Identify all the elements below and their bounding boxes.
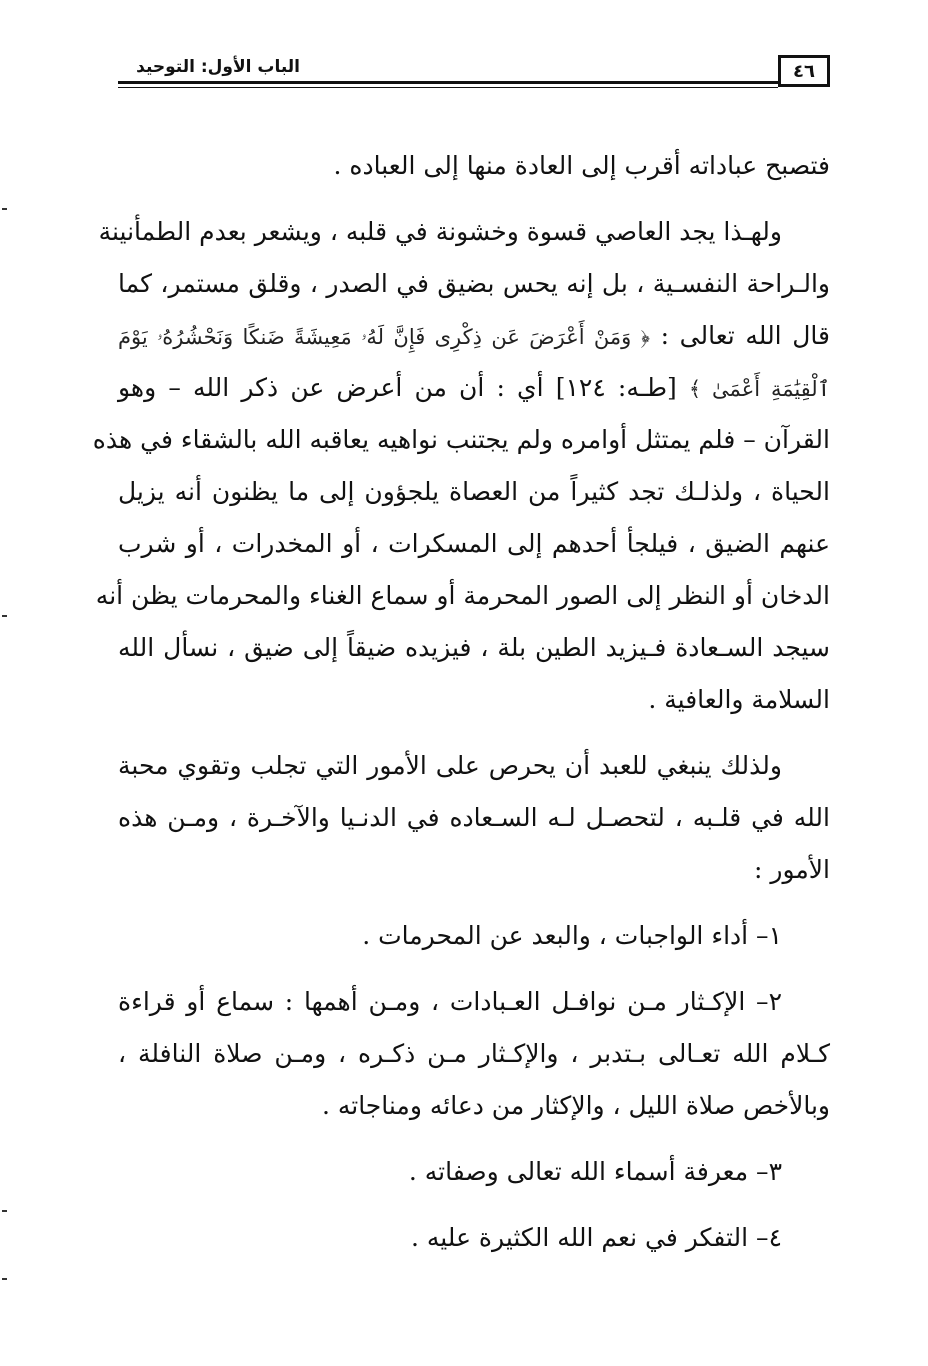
text-line: ٤– التفكر في نعم الله الكثيرة عليه . [410,1223,782,1252]
text-line: عنهم الضيق ، فيلجأ أحدهم إلى المسكرات ، أو المخدرات ، أو شرب [118,529,830,558]
chapter-title: الباب الأول: التوحيد [136,57,300,77]
text-line: السلامة والعافية . [648,685,830,714]
quran-verse: ﴿ وَمَنْ أَعْرَضَ عَن ذِكْرِى فَإِنَّ لَهُۥ مَعِيشَةً ضَنكًا وَنَحْشُرُهُۥ يَوْمَ [118,325,650,349]
margin-mark [2,1278,7,1280]
text-line: ١– أداء الواجبات ، والبعد عن المحرمات . [362,921,782,950]
text-line: ولذلك ينبغي للعبد أن يحرص على الأمور التي تجلب وتقوي محبة [118,751,782,780]
margin-mark [2,615,7,617]
text-line: الله في قلـبه ، لتحصـل لـه السـعاده في الدنـيا والآخـرة ، ومـن هذه [118,803,830,832]
list-item [118,910,830,962]
page-body [92,140,831,1264]
quran-verse: ٱلْقِيَٰمَةِ أَعْمَىٰ ﴾ [688,377,831,401]
header-rule-thin [118,87,778,88]
paragraph-3 [118,740,830,896]
page-number: ٤٦ [778,55,830,87]
list-item [118,1146,830,1198]
text-fragment: [طـه: ١٢٤] أي : أن من أعرض عن ذكر الله – وهو [118,373,677,402]
text-line: القرآن – فلم يمتثل أوامره ولم يجتنب نواهيه يعاقبه الله بالشقاء في هذه [92,425,830,454]
text-line: كـلام الله تعـالى بـتدبر ، والإكـثار مـن ذكـره ، ومـن صلاة النافلة ، [118,1039,830,1068]
paragraph-2 [92,206,831,726]
text-line: الأمور : [754,855,830,884]
paragraph-1 [118,140,830,192]
text-line: سيجد السـعادة فـيزيد الطين بلة ، فيزيده ضيقاً إلى ضيق ، نسأل الله [118,633,830,662]
text-line: وبالأخص صلاة الليل ، والإكثار من دعائه ومناجاته . [321,1091,830,1120]
text-line: الدخان أو النظر إلى الصور المحرمة أو سماع الغناء والمحرمات يظن أنه [95,581,830,610]
text-line: فتصبح عباداته أقرب إلى العادة منها إلى العباده . [333,151,830,180]
text-line: ٣– معرفة أسماء الله تعالى وصفاته . [408,1157,782,1186]
list-item [118,976,830,1132]
list-item [118,1212,830,1264]
text-line: والـراحة النفسـية ، بل إنه يحس بضيق في الصدر ، وقلق مستمر، كما [118,269,830,298]
quran-line-1 [118,310,830,362]
page-header [118,55,830,97]
text-line: ولهـذا يجد العاصي قسوة وخشونة في قلبه ، ويشعر بعدم الطمأنينة [98,217,782,246]
text-line: الحياة ، ولذلـك تجد كثيراً من العصاة يلجؤون إلى ما يظنون أنه يزيل [118,477,830,506]
margin-mark [2,208,7,210]
text-line: ٢– الإكـثار مـن نوافـل العـبادات ، ومـن أهمها : سماع أو قراءة [118,987,782,1016]
margin-mark [2,1210,7,1212]
text-fragment: قال الله تعالى : [660,321,830,350]
header-rule-thick [118,81,778,84]
quran-line-2 [118,362,830,414]
